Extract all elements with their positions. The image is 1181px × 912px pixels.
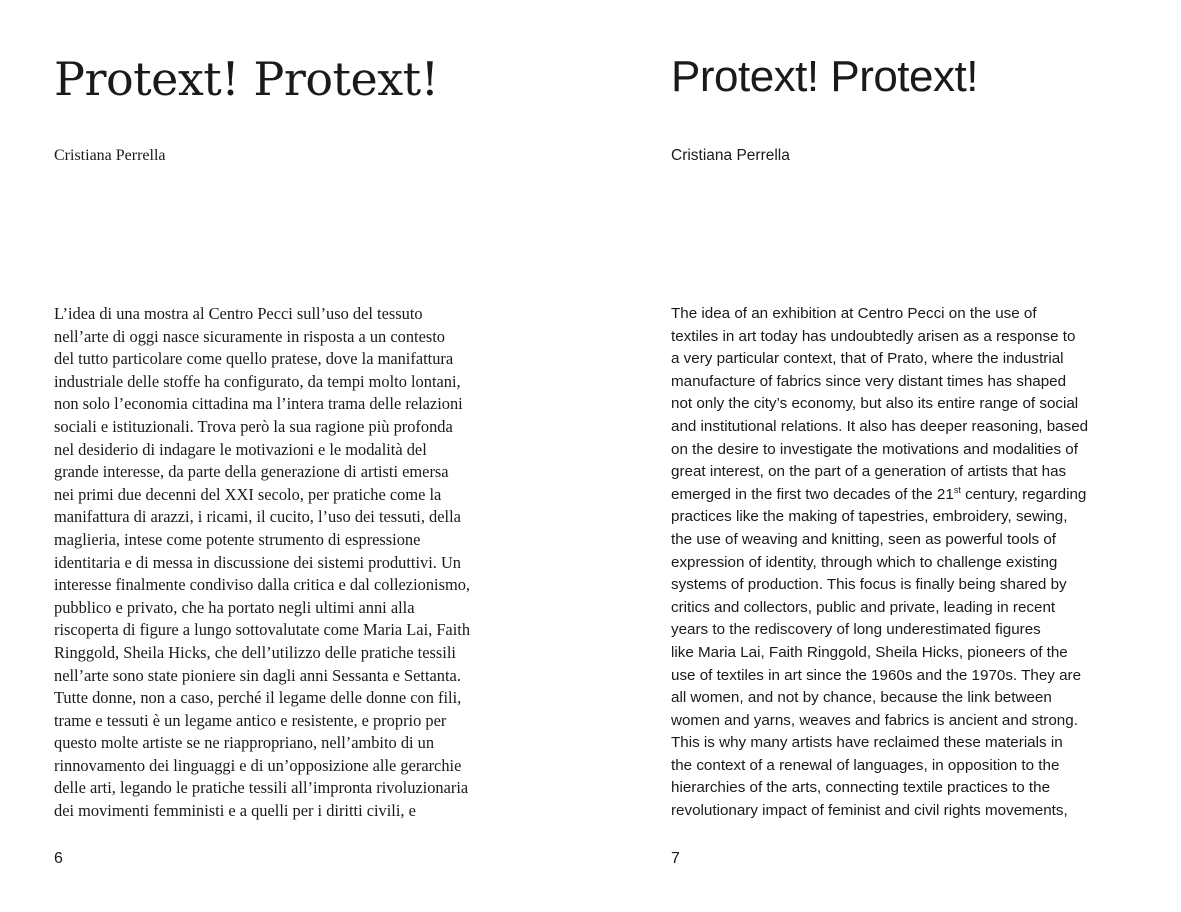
- text-line: expression of identity, through which to challenge existing: [671, 553, 1058, 571]
- text-line: sociali e istituzionali. Trova però la sua ragione più profonda: [54, 416, 453, 436]
- text-line: del tutto particolare come quello pratese, dove la manifattura: [54, 349, 454, 369]
- text-line: years to the rediscovery of long underestimated figures: [671, 621, 1041, 639]
- text-line: Tutte donne, non a caso, perché il legame delle donne con fili,: [54, 688, 462, 708]
- page-title: Protext! Protext!: [54, 52, 439, 106]
- text-line: the use of weaving and knitting, seen as powerful tools of: [671, 530, 1056, 548]
- text-line: delle arti, legando le pratiche tessili all’impronta rivoluzionaria: [54, 778, 469, 798]
- right-page-english: [590, 0, 1181, 912]
- text-line: all women, and not by chance, because the link between: [671, 689, 1052, 707]
- text-line: trame e tessuti è un legame antico e resistente, e proprio per: [54, 710, 447, 730]
- text-line: practices like the making of tapestries, embroidery, sewing,: [671, 508, 1068, 526]
- text-segment: century, regarding: [960, 485, 1087, 503]
- text-line-with-superscript: [671, 484, 1141, 507]
- text-line: critics and collectors, public and private, leading in recent: [671, 598, 1056, 616]
- author-name: Cristiana Perrella: [671, 147, 790, 164]
- text-line: on the desire to investigate the motivations and modalities of: [671, 440, 1078, 458]
- text-line: identitaria e di messa in discussione dei sistemi produttivi. Un: [54, 552, 461, 572]
- text-line: maglieria, intese come potente strumento di espressione: [54, 529, 421, 549]
- text-line: textiles in art today has undoubtedly arisen as a response to: [671, 327, 1076, 345]
- text-line: pubblico e privato, che ha portato negli ultimi anni alla: [54, 597, 415, 617]
- text-line: a very particular context, that of Prato, where the industrial: [671, 350, 1064, 368]
- text-line: the context of a renewal of languages, in opposition to the: [671, 756, 1060, 774]
- text-line: women and yarns, weaves and fabrics is ancient and strong.: [671, 711, 1078, 729]
- text-line: nell’arte sono state pioniere sin dagli anni Sessanta e Settanta.: [54, 665, 461, 685]
- text-line: This is why many artists have reclaimed these materials in: [671, 734, 1063, 752]
- text-line: dei movimenti femministi e a quelli per i diritti civili, e: [54, 801, 416, 821]
- text-line: Ringgold, Sheila Hicks, che dell’utilizzo delle pratiche tessili: [54, 642, 456, 662]
- page-number: 7: [671, 850, 680, 867]
- body-text: [54, 303, 524, 823]
- text-line: L’idea di una mostra al Centro Pecci sull’uso del tessuto: [54, 304, 423, 323]
- text-line: and institutional relations. It also has deeper reasoning, based: [671, 417, 1089, 435]
- text-line: nel desiderio di indagare le motivazioni e le modalità del: [54, 439, 427, 459]
- text-line: revolutionary impact of feminist and civil rights movements,: [671, 802, 1068, 820]
- text-line: interesse finalmente condiviso dalla critica e dal collezionismo,: [54, 575, 470, 595]
- text-line: manufacture of fabrics since very distant times has shaped: [671, 372, 1067, 390]
- text-line: not only the city’s economy, but also its entire range of social: [671, 395, 1079, 413]
- left-page-italian: [0, 0, 590, 912]
- page-title: Protext! Protext!: [671, 52, 978, 101]
- text-segment: emerged in the first two decades of the 21: [671, 485, 954, 503]
- text-line: The idea of an exhibition at Centro Pecci on the use of: [671, 305, 1037, 322]
- author-name: Cristiana Perrella: [54, 147, 166, 164]
- ordinal-superscript: st: [953, 484, 961, 495]
- page-number: 6: [54, 850, 63, 867]
- text-line: questo molte artiste se ne riappropriano, nell’ambito di un: [54, 733, 435, 753]
- text-line: use of textiles in art since the 1960s and the 1970s. They are: [671, 666, 1082, 684]
- text-line: nell’arte di oggi nasce sicuramente in risposta a un contesto: [54, 326, 445, 346]
- text-line: rinnovamento dei linguaggi e di un’opposizione alle gerarchie: [54, 755, 462, 775]
- text-line: like Maria Lai, Faith Ringgold, Sheila Hicks, pioneers of the: [671, 643, 1068, 661]
- text-line: manifattura di arazzi, i ricami, il cucito, l’uso dei tessuti, della: [54, 507, 461, 527]
- text-line: systems of production. This focus is finally being shared by: [671, 576, 1067, 594]
- text-line: riscoperta di figure a lungo sottovalutate come Maria Lai, Faith: [54, 620, 471, 640]
- body-text: [671, 303, 1141, 823]
- text-line: non solo l’economia cittadina ma l’intera trama delle relazioni: [54, 394, 463, 414]
- text-line: grande interesse, da parte della generazione di artisti emersa: [54, 462, 449, 482]
- text-line: industriale delle stoffe ha configurato, da tempi molto lontani,: [54, 371, 461, 391]
- text-line: hierarchies of the arts, connecting textile practices to the: [671, 779, 1051, 797]
- text-line: great interest, on the part of a generation of artists that has: [671, 463, 1067, 481]
- text-line: nei primi due decenni del XXI secolo, per pratiche come la: [54, 484, 442, 504]
